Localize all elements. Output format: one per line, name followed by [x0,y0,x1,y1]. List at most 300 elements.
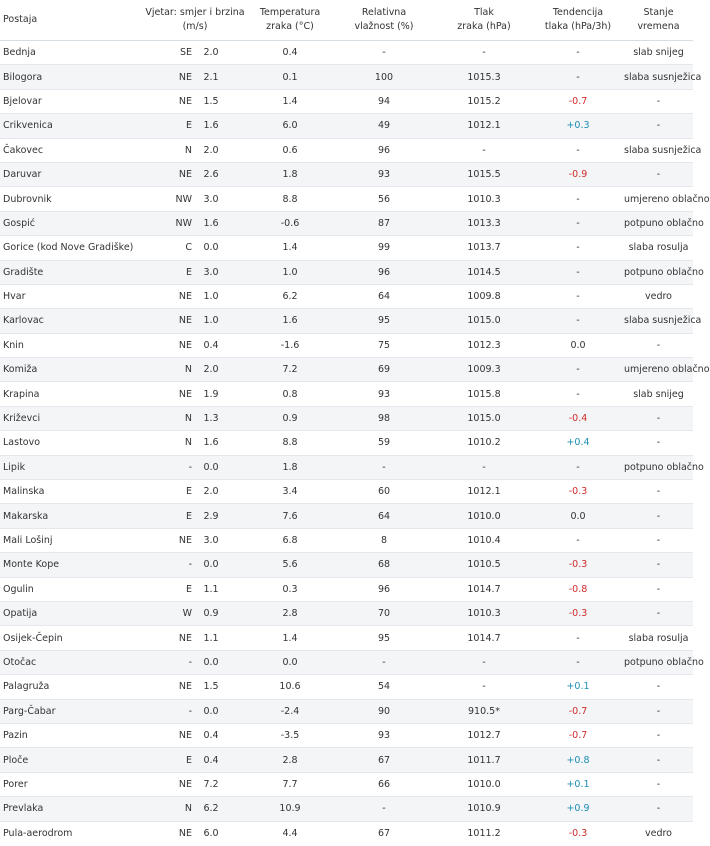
wind-direction: NE [178,339,192,351]
tendency-value: - [532,211,624,235]
tendency-value: -0.3 [532,821,624,845]
tendency-value: - [532,236,624,260]
wind-cell [142,236,248,260]
pressure-value: 1012.3 [436,333,532,357]
table-row [0,382,693,406]
weather-condition: - [624,406,693,430]
temperature-value: 7.7 [248,772,332,796]
column-header-temperature [248,0,332,41]
humidity-value: 87 [332,211,436,235]
weather-condition: potpuno oblačno [624,455,693,479]
wind-group [142,315,248,326]
humidity-value: 49 [332,114,436,138]
temperature-value: 1.8 [248,162,332,186]
wind-speed: 2.0 [203,486,219,498]
temperature-value: 6.0 [248,114,332,138]
wind-speed: 1.6 [203,217,219,229]
wind-group [142,47,248,58]
station-name: Makarska [0,504,142,528]
pressure-value: 910.5* [436,699,532,723]
column-header-pressure-line1: Tlak [474,7,494,18]
station-name: Bilogora [0,65,142,89]
weather-condition: - [624,480,693,504]
station-name: Pazin [0,723,142,747]
pressure-value: 1010.0 [436,772,532,796]
column-header-temperature-line2: zraka (°C) [266,21,314,32]
wind-speed: 2.9 [203,510,219,522]
temperature-value: -1.6 [248,333,332,357]
tendency-value: - [532,284,624,308]
station-name: Ploče [0,748,142,772]
temperature-value: 4.4 [248,821,332,845]
wind-cell [142,797,248,821]
wind-group [142,389,248,400]
tendency-value: -0.4 [532,406,624,430]
wind-direction: E [185,754,192,766]
column-header-wind-line1: Vjetar: smjer i brzina [145,7,245,18]
temperature-value: 10.6 [248,675,332,699]
wind-cell [142,601,248,625]
pressure-value: 1015.3 [436,65,532,89]
wind-group [142,779,248,790]
pressure-value: - [436,41,532,65]
table-row [0,797,693,821]
weather-condition: - [624,675,693,699]
wind-direction: - [188,705,192,717]
wind-speed: 1.3 [203,413,219,425]
wind-cell [142,138,248,162]
wind-speed: 1.1 [203,583,219,595]
table-row [0,358,693,382]
weather-condition: slaba susnježica [624,309,693,333]
pressure-value: - [436,650,532,674]
temperature-value: 0.9 [248,406,332,430]
pressure-value: 1012.1 [436,480,532,504]
wind-direction: NE [178,169,192,181]
wind-group [142,608,248,619]
weather-condition: slab snijeg [624,41,693,65]
humidity-value: 75 [332,333,436,357]
pressure-value: 1014.7 [436,626,532,650]
weather-condition: - [624,114,693,138]
wind-direction: NW [175,193,192,205]
wind-group [142,584,248,595]
wind-group [142,291,248,302]
table-row [0,675,693,699]
wind-direction: N [184,437,192,449]
station-name: Hvar [0,284,142,308]
tendency-value: +0.4 [532,431,624,455]
table-row [0,528,693,552]
wind-direction: - [188,559,192,571]
humidity-value: 60 [332,480,436,504]
wind-group [142,72,248,83]
column-header-station [0,0,142,41]
table-row [0,553,693,577]
weather-condition: vedro [624,821,693,845]
tendency-value: - [532,187,624,211]
station-name: Dubrovnik [0,187,142,211]
header-row [0,0,693,41]
station-name: Komiža [0,358,142,382]
humidity-value: 99 [332,236,436,260]
wind-direction: NE [178,388,192,400]
wind-cell [142,65,248,89]
wind-cell [142,480,248,504]
weather-condition: slaba susnježica [624,65,693,89]
wind-direction: N [184,413,192,425]
column-header-humidity-line1: Relativna [361,7,407,18]
humidity-value: 95 [332,626,436,650]
weather-condition: potpuno oblačno [624,211,693,235]
temperature-value: 5.6 [248,553,332,577]
humidity-value: 54 [332,675,436,699]
wind-cell [142,406,248,430]
wind-group [142,340,248,351]
wind-speed: 0.0 [203,242,219,254]
tendency-value: -0.9 [532,162,624,186]
pressure-value: 1015.2 [436,89,532,113]
humidity-value: 95 [332,309,436,333]
table-row [0,260,693,284]
wind-direction: C [185,242,192,254]
weather-condition: slaba susnježica [624,138,693,162]
column-header-wind [142,0,248,41]
temperature-value: 7.6 [248,504,332,528]
temperature-value: 0.4 [248,41,332,65]
table-body [0,41,710,846]
table-row [0,406,693,430]
station-name: Karlovac [0,309,142,333]
wind-speed: 0.4 [203,730,219,742]
temperature-value: 1.4 [248,89,332,113]
tendency-value: - [532,138,624,162]
wind-speed: 0.0 [203,705,219,717]
wind-direction: - [188,656,192,668]
humidity-value: 96 [332,577,436,601]
pressure-value: - [436,455,532,479]
station-name: Mali Lošinj [0,528,142,552]
column-header-tendency-line1: Tendencija [552,7,604,18]
weather-condition: - [624,528,693,552]
station-name: Bjelovar [0,89,142,113]
wind-cell [142,333,248,357]
wind-direction: NE [178,71,192,83]
station-name: Otočac [0,650,142,674]
humidity-value: 90 [332,699,436,723]
humidity-value: 56 [332,187,436,211]
tendency-value: - [532,650,624,674]
weather-condition: - [624,577,693,601]
humidity-value: 66 [332,772,436,796]
wind-cell [142,455,248,479]
tendency-value: +0.3 [532,114,624,138]
wind-group [142,657,248,668]
tendency-value: - [532,455,624,479]
humidity-value: 94 [332,89,436,113]
pressure-value: 1010.0 [436,504,532,528]
humidity-value: 93 [332,162,436,186]
wind-cell [142,187,248,211]
wind-speed: 0.9 [203,608,219,620]
weather-condition: umjereno oblačno [624,358,693,382]
table-header [0,0,693,41]
temperature-value: 7.2 [248,358,332,382]
wind-cell [142,284,248,308]
wind-group [142,828,248,839]
wind-direction: SE [179,47,192,59]
tendency-value: - [532,382,624,406]
weather-condition: - [624,797,693,821]
station-name: Opatija [0,601,142,625]
station-name: Monte Kope [0,553,142,577]
station-name: Gradište [0,260,142,284]
wind-cell [142,699,248,723]
tendency-value: - [532,528,624,552]
weather-condition: - [624,431,693,455]
weather-condition: - [624,333,693,357]
pressure-value: - [436,138,532,162]
pressure-value: 1010.3 [436,187,532,211]
table-row [0,114,693,138]
wind-cell [142,577,248,601]
wind-direction: E [185,510,192,522]
wind-direction: N [184,144,192,156]
weather-condition: vedro [624,284,693,308]
wind-cell [142,528,248,552]
station-name: Lastovo [0,431,142,455]
station-name: Knin [0,333,142,357]
humidity-value: 70 [332,601,436,625]
temperature-value: 0.8 [248,382,332,406]
humidity-value: 67 [332,821,436,845]
temperature-value: -2.4 [248,699,332,723]
wind-speed: 0.0 [203,559,219,571]
wind-speed: 0.4 [203,754,219,766]
wind-cell [142,748,248,772]
table-row [0,699,693,723]
wind-cell [142,821,248,845]
pressure-value: 1013.3 [436,211,532,235]
pressure-value: 1014.7 [436,577,532,601]
station-name: Daruvar [0,162,142,186]
pressure-value: 1009.8 [436,284,532,308]
pressure-value: 1015.5 [436,162,532,186]
weather-condition: slaba rosulja [624,236,693,260]
temperature-value: 1.4 [248,626,332,650]
table-row [0,65,693,89]
tendency-value: -0.3 [532,480,624,504]
temperature-value: 10.9 [248,797,332,821]
wind-group [142,120,248,131]
weather-condition: - [624,699,693,723]
column-header-tendency-line2: tlaka (hPa/3h) [544,21,612,32]
column-header-pressure-line2: zraka (hPa) [457,21,511,32]
table-row [0,333,693,357]
tendency-value: - [532,65,624,89]
wind-direction: - [188,461,192,473]
pressure-value: 1010.5 [436,553,532,577]
wind-group [142,559,248,570]
station-name: Crikvenica [0,114,142,138]
wind-group [142,242,248,253]
column-header-condition [624,0,693,41]
wind-speed: 1.5 [203,95,219,107]
wind-speed: 7.2 [203,778,219,790]
pressure-value: 1010.9 [436,797,532,821]
wind-group [142,145,248,156]
column-header-humidity-line2: vlažnost (%) [354,21,414,32]
wind-cell [142,89,248,113]
weather-condition: slaba rosulja [624,626,693,650]
temperature-value: 1.6 [248,309,332,333]
table-row [0,236,693,260]
column-header-tendency [532,0,624,41]
tendency-value: -0.7 [532,89,624,113]
weather-condition: umjereno oblačno [624,187,693,211]
wind-speed: 2.6 [203,169,219,181]
table-row [0,187,693,211]
pressure-value: 1013.7 [436,236,532,260]
tendency-value: -0.7 [532,699,624,723]
wind-group [142,706,248,717]
humidity-value: 64 [332,284,436,308]
wind-direction: NE [178,681,192,693]
pressure-value: 1012.7 [436,723,532,747]
temperature-value: 2.8 [248,748,332,772]
wind-direction: NE [178,730,192,742]
pressure-value: 1011.7 [436,748,532,772]
station-name: Gorice (kod Nove Gradiške) [0,236,142,260]
table-row [0,480,693,504]
table-row [0,650,693,674]
weather-condition: - [624,601,693,625]
pressure-value: 1015.8 [436,382,532,406]
humidity-value: 64 [332,504,436,528]
tendency-value: 0.0 [532,333,624,357]
humidity-value: 8 [332,528,436,552]
tendency-value: +0.9 [532,797,624,821]
tendency-value: +0.8 [532,748,624,772]
column-header-wind-line2: (m/s) [182,21,208,32]
station-name: Čakovec [0,138,142,162]
wind-group [142,511,248,522]
wind-speed: 0.0 [203,656,219,668]
wind-speed: 1.5 [203,681,219,693]
column-header-humidity [332,0,436,41]
wind-cell [142,162,248,186]
tendency-value: -0.8 [532,577,624,601]
tendency-value: +0.1 [532,675,624,699]
weather-condition: - [624,723,693,747]
wind-speed: 1.0 [203,315,219,327]
wind-direction: N [184,803,192,815]
weather-condition: - [624,162,693,186]
tendency-value: +0.1 [532,772,624,796]
temperature-value: 2.8 [248,601,332,625]
weather-condition: potpuno oblačno [624,260,693,284]
pressure-value: 1010.2 [436,431,532,455]
station-name: Osijek-Čepin [0,626,142,650]
table-row [0,626,693,650]
wind-cell [142,41,248,65]
wind-group [142,755,248,766]
wind-direction: NE [178,632,192,644]
table-row [0,772,693,796]
wind-cell [142,114,248,138]
station-name: Ogulin [0,577,142,601]
weather-condition: - [624,504,693,528]
station-name: Krapina [0,382,142,406]
station-name: Gospić [0,211,142,235]
column-header-pressure [436,0,532,41]
wind-cell [142,553,248,577]
station-name: Križevci [0,406,142,430]
table-row [0,455,693,479]
table-row [0,748,693,772]
wind-cell [142,772,248,796]
tendency-value: - [532,41,624,65]
column-header-condition-line1: Stanje [643,7,674,18]
pressure-value: - [436,675,532,699]
wind-direction: N [184,364,192,376]
tendency-value: -0.3 [532,553,624,577]
wind-direction: E [185,486,192,498]
wind-direction: E [185,583,192,595]
wind-direction: NE [178,535,192,546]
wind-group [142,437,248,448]
pressure-value: 1012.1 [436,114,532,138]
wind-cell [142,650,248,674]
wind-speed: 1.1 [203,632,219,644]
tendency-value: -0.7 [532,723,624,747]
weather-condition: - [624,748,693,772]
table-row [0,723,693,747]
temperature-value: 3.4 [248,480,332,504]
wind-speed: 1.9 [203,388,219,400]
table-row [0,821,693,845]
humidity-value: 93 [332,382,436,406]
temperature-value: 1.0 [248,260,332,284]
station-name: Malinska [0,480,142,504]
wind-speed: 0.0 [203,461,219,473]
wind-direction: E [185,120,192,132]
wind-direction: NE [178,778,192,790]
wind-group [142,413,248,424]
wind-direction: E [185,266,192,278]
pressure-value: 1011.2 [436,821,532,845]
humidity-value: 59 [332,431,436,455]
temperature-value: -0.6 [248,211,332,235]
wind-group [142,730,248,741]
temperature-value: -3.5 [248,723,332,747]
wind-speed: 3.0 [203,193,219,205]
wind-speed: 6.2 [203,803,219,815]
temperature-value: 1.4 [248,236,332,260]
humidity-value: 93 [332,723,436,747]
wind-group [142,364,248,375]
wind-cell [142,382,248,406]
weather-condition: potpuno oblačno [624,650,693,674]
weather-condition: - [624,772,693,796]
wind-speed: 2.1 [203,71,219,83]
wind-direction: NW [175,217,192,229]
humidity-value: 96 [332,138,436,162]
wind-cell [142,309,248,333]
humidity-value: 67 [332,748,436,772]
station-name: Parg-Čabar [0,699,142,723]
tendency-value: - [532,358,624,382]
